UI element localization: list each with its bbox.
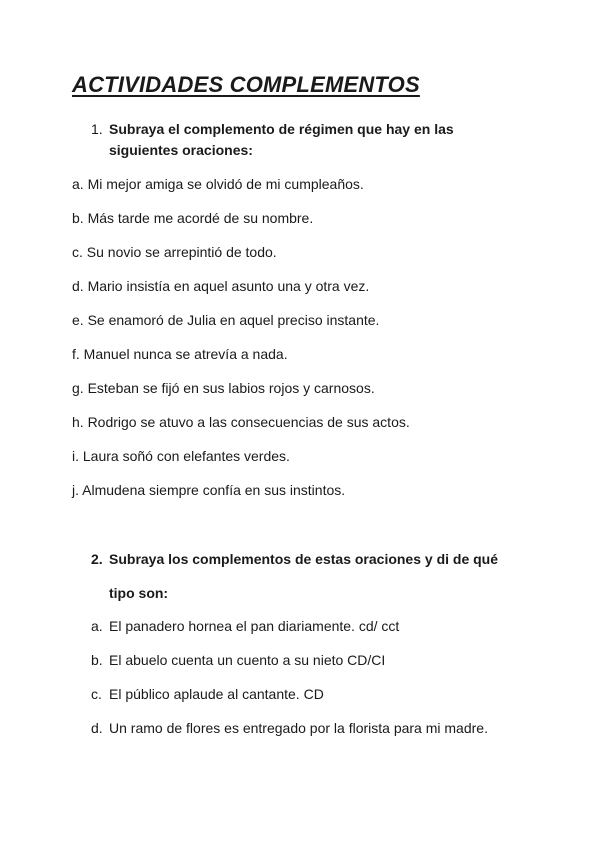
list-item: b. Más tarde me acordé de su nombre. (72, 210, 314, 226)
list-item: a. Mi mejor amiga se olvidó de mi cumpleaños. (72, 176, 364, 192)
list-item: f. Manuel nunca se atrevía a nada. (72, 346, 288, 362)
list-item-letter: a. (91, 618, 103, 634)
list-item: c. Su novio se arrepintió de todo. (72, 244, 277, 260)
question-1-prompt-line1: Subraya el complemento de régimen que hay en las (109, 121, 454, 137)
list-item: h. Rodrigo se atuvo a las consecuencias de sus actos. (72, 414, 410, 430)
question-2-prompt-line2: tipo son: (109, 585, 169, 601)
page-title: ACTIVIDADES COMPLEMENTOS (72, 72, 420, 97)
question-2-prompt-line1: Subraya los complementos de estas oraciones y di de qué (109, 551, 499, 567)
question-1-prompt-line2: siguientes oraciones: (109, 142, 253, 158)
list-item: i. Laura soñó con elefantes verdes. (72, 448, 290, 464)
question-2-number: 2. (91, 551, 103, 567)
list-item-letter: b. (91, 652, 103, 668)
list-item: Un ramo de flores es entregado por la florista para mi madre. (109, 720, 488, 736)
question-1-number: 1. (91, 121, 103, 137)
list-item: El público aplaude al cantante. CD (109, 686, 324, 702)
list-item: e. Se enamoró de Julia en aquel preciso instante. (72, 312, 380, 328)
list-item-letter: d. (91, 720, 103, 736)
list-item: j. Almudena siempre confía en sus instintos. (72, 482, 346, 498)
list-item: d. Mario insistía en aquel asunto una y otra vez. (72, 278, 370, 294)
list-item-letter: c. (91, 686, 102, 702)
list-item: g. Esteban se fijó en sus labios rojos y carnosos. (72, 380, 375, 396)
list-item: El abuelo cuenta un cuento a su nieto CD/CI (109, 652, 386, 668)
list-item: El panadero hornea el pan diariamente. cd/ cct (109, 618, 400, 634)
